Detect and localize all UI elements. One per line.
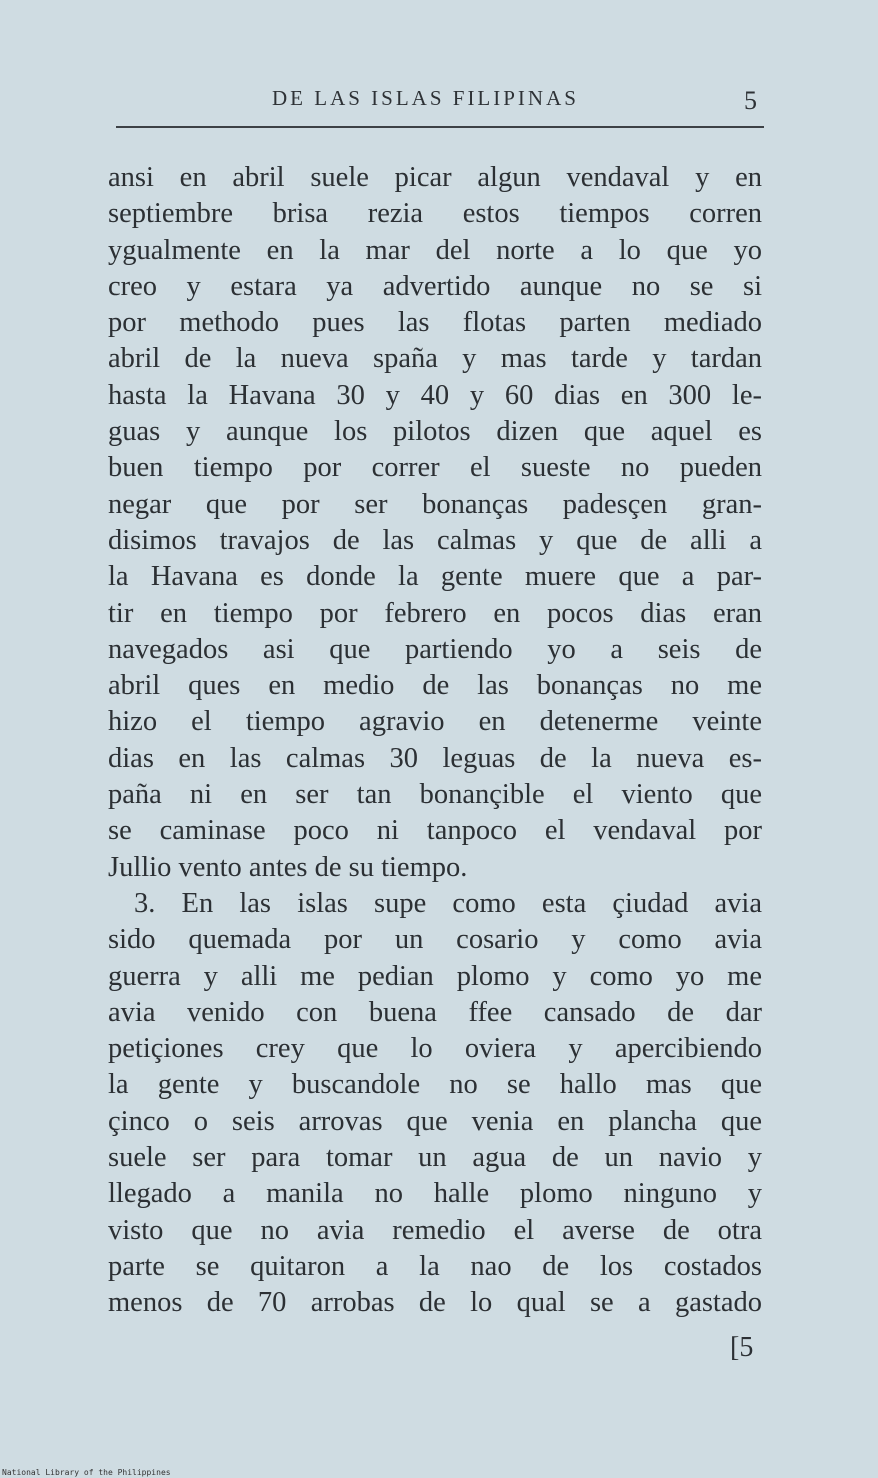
text-line: guas y aunque los pilotos dizen que aquel es — [108, 416, 762, 448]
text-line: ansi en abril suele picar algun vendaval y en — [108, 162, 762, 193]
text-line: la Havana es donde la gente muere que a par- — [108, 561, 762, 593]
text-line: buen tiempo por correr el sueste no pueden — [108, 452, 762, 484]
text-line: abril de la nueva spaña y mas tarde y tardan — [108, 343, 762, 375]
signature-mark: [5 — [730, 1332, 754, 1363]
text-line: dias en las calmas 30 leguas de la nueva es- — [108, 742, 762, 774]
text-line: avia venido con buena ffee cansado de dar — [108, 996, 762, 1028]
text-line: menos de 70 arrobas de lo qual se a gastado — [108, 1287, 762, 1319]
text-line: la gente y buscandole no se hallo mas que — [108, 1069, 762, 1101]
header-rule — [116, 126, 764, 128]
running-title: DE LAS ISLAS FILIPINAS — [272, 86, 579, 110]
text-line: negar que por ser bonanças padesçen gran- — [108, 488, 762, 520]
footer-credit: National Library of the Philippines — [2, 1468, 171, 1477]
text-line: navegados asi que partiendo yo a seis de — [108, 633, 762, 665]
text-line: llegado a manila no halle plomo ninguno y — [108, 1178, 762, 1210]
text-line: guerra y alli me pedian plomo y como yo me — [108, 960, 762, 992]
text-line: abril ques en medio de las bonanças no me — [108, 670, 762, 702]
body-text — [108, 160, 762, 1322]
text-line: suele ser para tomar un agua de un navio y — [108, 1142, 762, 1174]
text-line: disimos travajos de las calmas y que de alli a — [108, 524, 762, 556]
text-line: ygualmente en la mar del norte a lo que yo — [108, 234, 762, 266]
text-line-paragraph-start: 3. En las islas supe como esta çiudad avia — [134, 887, 762, 919]
text-line: hasta la Havana 30 y 40 y 60 dias en 300 le- — [108, 379, 762, 411]
text-line: paña ni en ser tan bonançible el viento que — [108, 779, 762, 811]
text-line: tir en tiempo por febrero en pocos dias eran — [108, 597, 762, 629]
text-line: petiçiones crey que lo oviera y apercibiendo — [108, 1033, 762, 1065]
text-line: por methodo pues las flotas parten mediado — [108, 307, 762, 339]
text-line: creo y estara ya advertido aunque no se si — [108, 270, 762, 302]
text-line: sido quemada por un cosario y como avia — [108, 924, 762, 956]
text-line: se caminase poco ni tanpoco el vendaval por — [108, 815, 762, 847]
text-line: hizo el tiempo agravio en detenerme veinte — [108, 706, 762, 738]
text-line: septiembre brisa rezia estos tiempos corren — [108, 198, 762, 230]
text-line: visto que no avia remedio el averse de otra — [108, 1214, 762, 1246]
text-line: parte se quitaron a la nao de los costados — [108, 1250, 762, 1282]
text-line: çinco o seis arrovas que venia en plancha que — [108, 1105, 762, 1137]
page-number: 5 — [744, 86, 757, 115]
text-line: Jullio vento antes de su tiempo. — [108, 851, 468, 883]
